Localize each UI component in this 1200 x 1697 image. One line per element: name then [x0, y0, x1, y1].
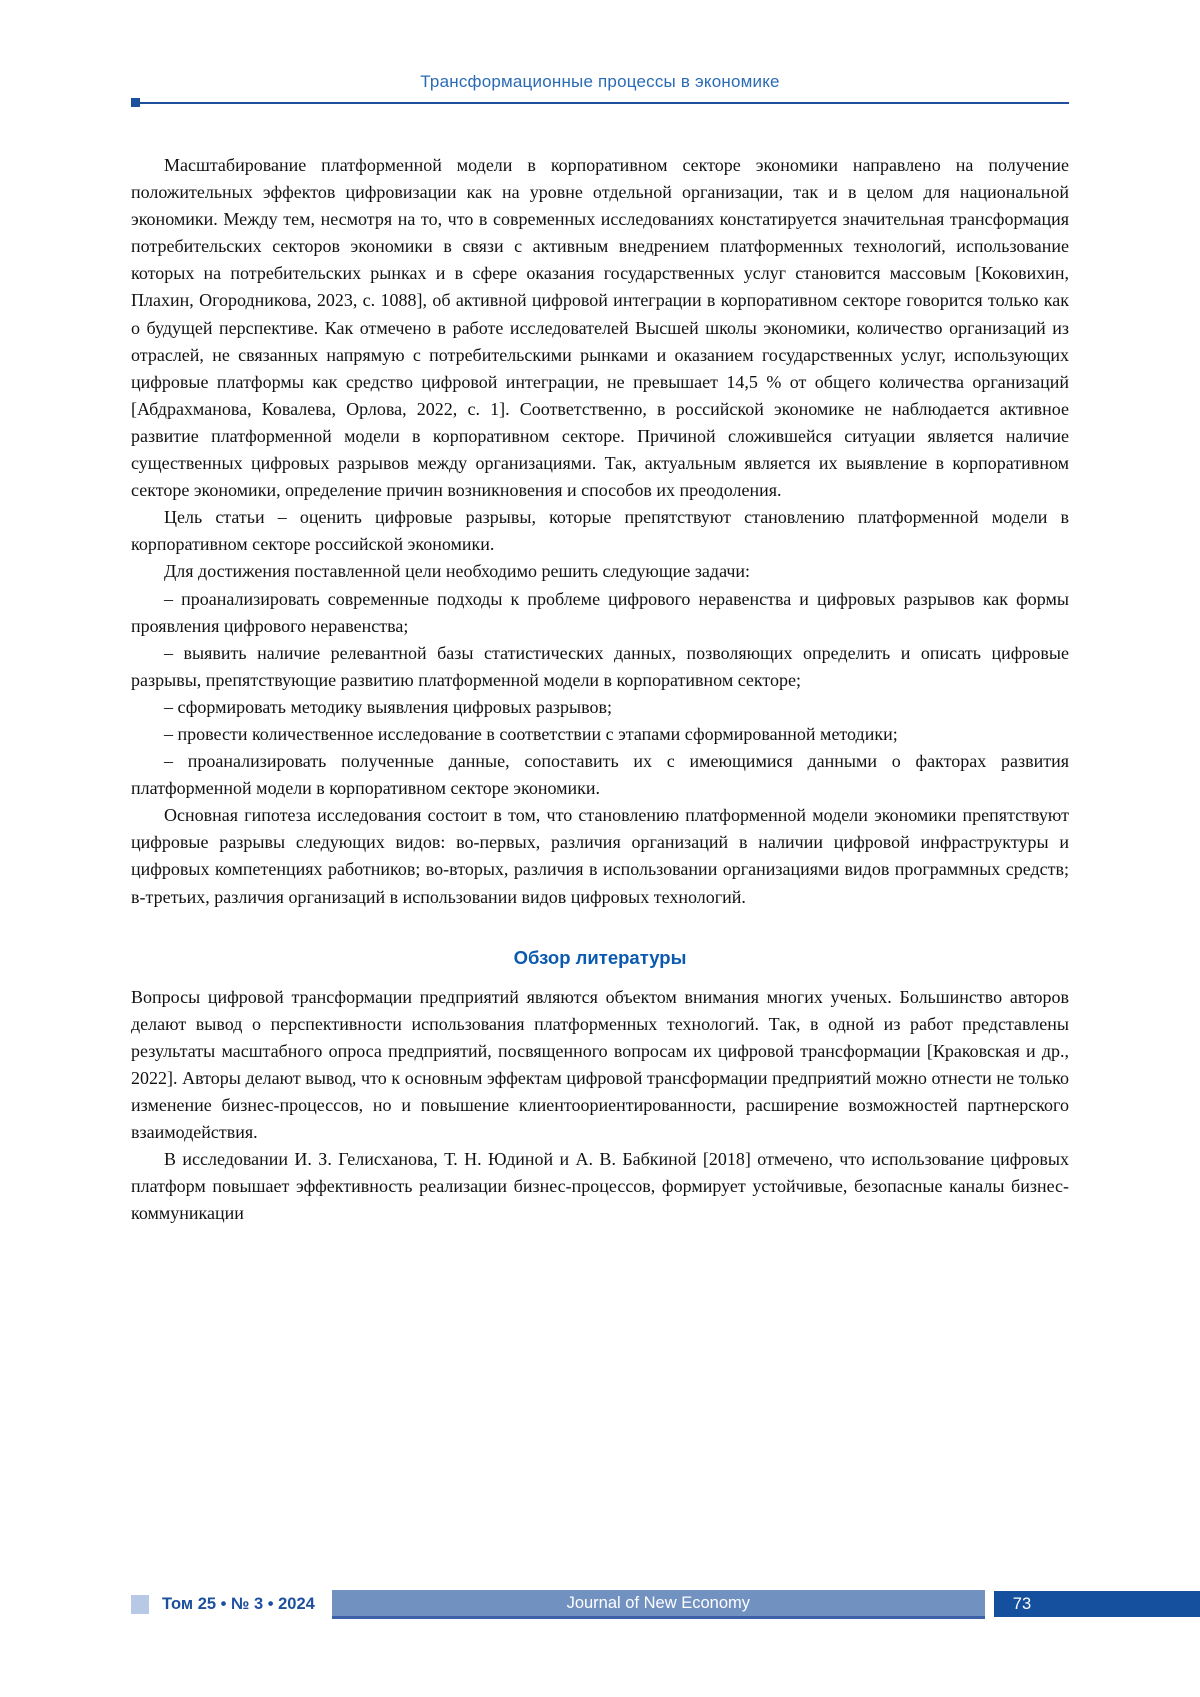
footer-journal-name: Journal of New Economy [332, 1590, 985, 1619]
header-rule [131, 101, 1069, 104]
paragraph: В исследовании И. З. Гелисханова, Т. Н. Юдиной и А. В. Бабкиной [2018] отмечено, что использование цифровых платформ повышает эффективность реализации бизнес-процессов, формирует устойчивые, безопасные каналы бизнес-коммуникации [131, 1149, 1069, 1224]
paragraph: Основная гипотеза исследования состоит в том, что становлению платформенной модели экономики препятствуют цифровые разрывы следующих видов: во-первых, различия организаций в наличии цифровой инфраструктуры и цифровых компетенциях работников; во-вторых, различия в использовании организациями видов программных средств; в-третьих, различия организаций в использовании видов цифровых технологий. [131, 805, 1069, 907]
section-heading: Обзор литературы [513, 946, 687, 968]
paragraph: Для достижения поставленной цели необходимо решить следующие задачи: [164, 561, 751, 582]
paragraph: – проанализировать полученные данные, сопоставить их с имеющимися данными о факторах развития платформенной модели в корпоративном секторе экономики. [131, 751, 1069, 799]
paragraph: Вопросы цифровой трансформации предприятий являются объектом внимания многих ученых. Большинство авторов делают вывод о перспективности использования платформенных технологий. Так, в одной из работ представлены результаты масштабного опроса предприятий, посвященного вопросам их цифровой трансформации [Краковская и др., 2022]. Авторы делают вывод, что к основным эффектам цифровой трансформации предприятий можно отнести не только изменение бизнес-процессов, но и повышение клиентоориентированности, расширение возможностей партнерского взаимодействия. [131, 986, 1069, 1143]
paragraph: – сформировать методику выявления цифровых разрывов; [164, 696, 612, 717]
paragraph: Цель статьи – оценить цифровые разрывы, которые препятствуют становлению платформенной модели в корпоративном секторе российской экономики. [131, 507, 1069, 555]
page-footer [131, 1589, 1200, 1619]
footer-square-icon [131, 1595, 149, 1614]
paragraph: – выявить наличие релевантной базы статистических данных, позволяющих определить и описать цифровые разрывы, препятствующие развитию платформенной модели в корпоративном секторе; [131, 642, 1069, 690]
article-body [131, 152, 1069, 1227]
running-header-title: Трансформационные процессы в экономике [420, 72, 780, 91]
paragraph: Масштабирование платформенной модели в корпоративном секторе экономики направлено на получение положительных эффектов цифровизации как на уровне отдельной организации, так и в целом для национальной экономики. Между тем, несмотря на то, что в современных исследованиях констатируется значительная трансформация потребительских секторов экономики в связи с активным внедрением платформенных технологий, использование которых на потребительских рынках и в сфере оказания государственных услуг становится массовым [Коковихин, Плахин, Огородникова, 2023, с. 1088], об активной цифровой интеграции в корпоративном секторе говорится только как о будущей перспективе. Как отмечено в работе исследователей Высшей школы экономики, количество организаций из отраслей, не связанных напрямую с потребительскими рынками и оказанием государственных услуг, использующих цифровые платформы как средство цифровой интеграции, не превышает 14,5 % от общего количества организаций [Абдрахманова, Ковалева, Орлова, 2022, с. 1]. Соответственно, в российской экономике не наблюдается активное развитие платформенной модели в корпоративном секторе. Причиной сложившейся ситуации является наличие существенных цифровых разрывов между организациями. Так, актуальным является их выявление в корпоративном секторе экономики, определение причин возникновения и способов их преодоления. [131, 155, 1069, 501]
header-rule-line [131, 102, 1069, 104]
footer-page-number: 73 [994, 1591, 1200, 1617]
paragraph: – проанализировать современные подходы к проблеме цифрового неравенства и цифровых разрывов как формы проявления цифрового неравенства; [131, 588, 1069, 636]
footer-volume-info: Том 25 • № 3 • 2024 [162, 1594, 315, 1613]
paragraph: – провести количественное исследование в соответствии с этапами сформированной методики; [164, 723, 898, 744]
